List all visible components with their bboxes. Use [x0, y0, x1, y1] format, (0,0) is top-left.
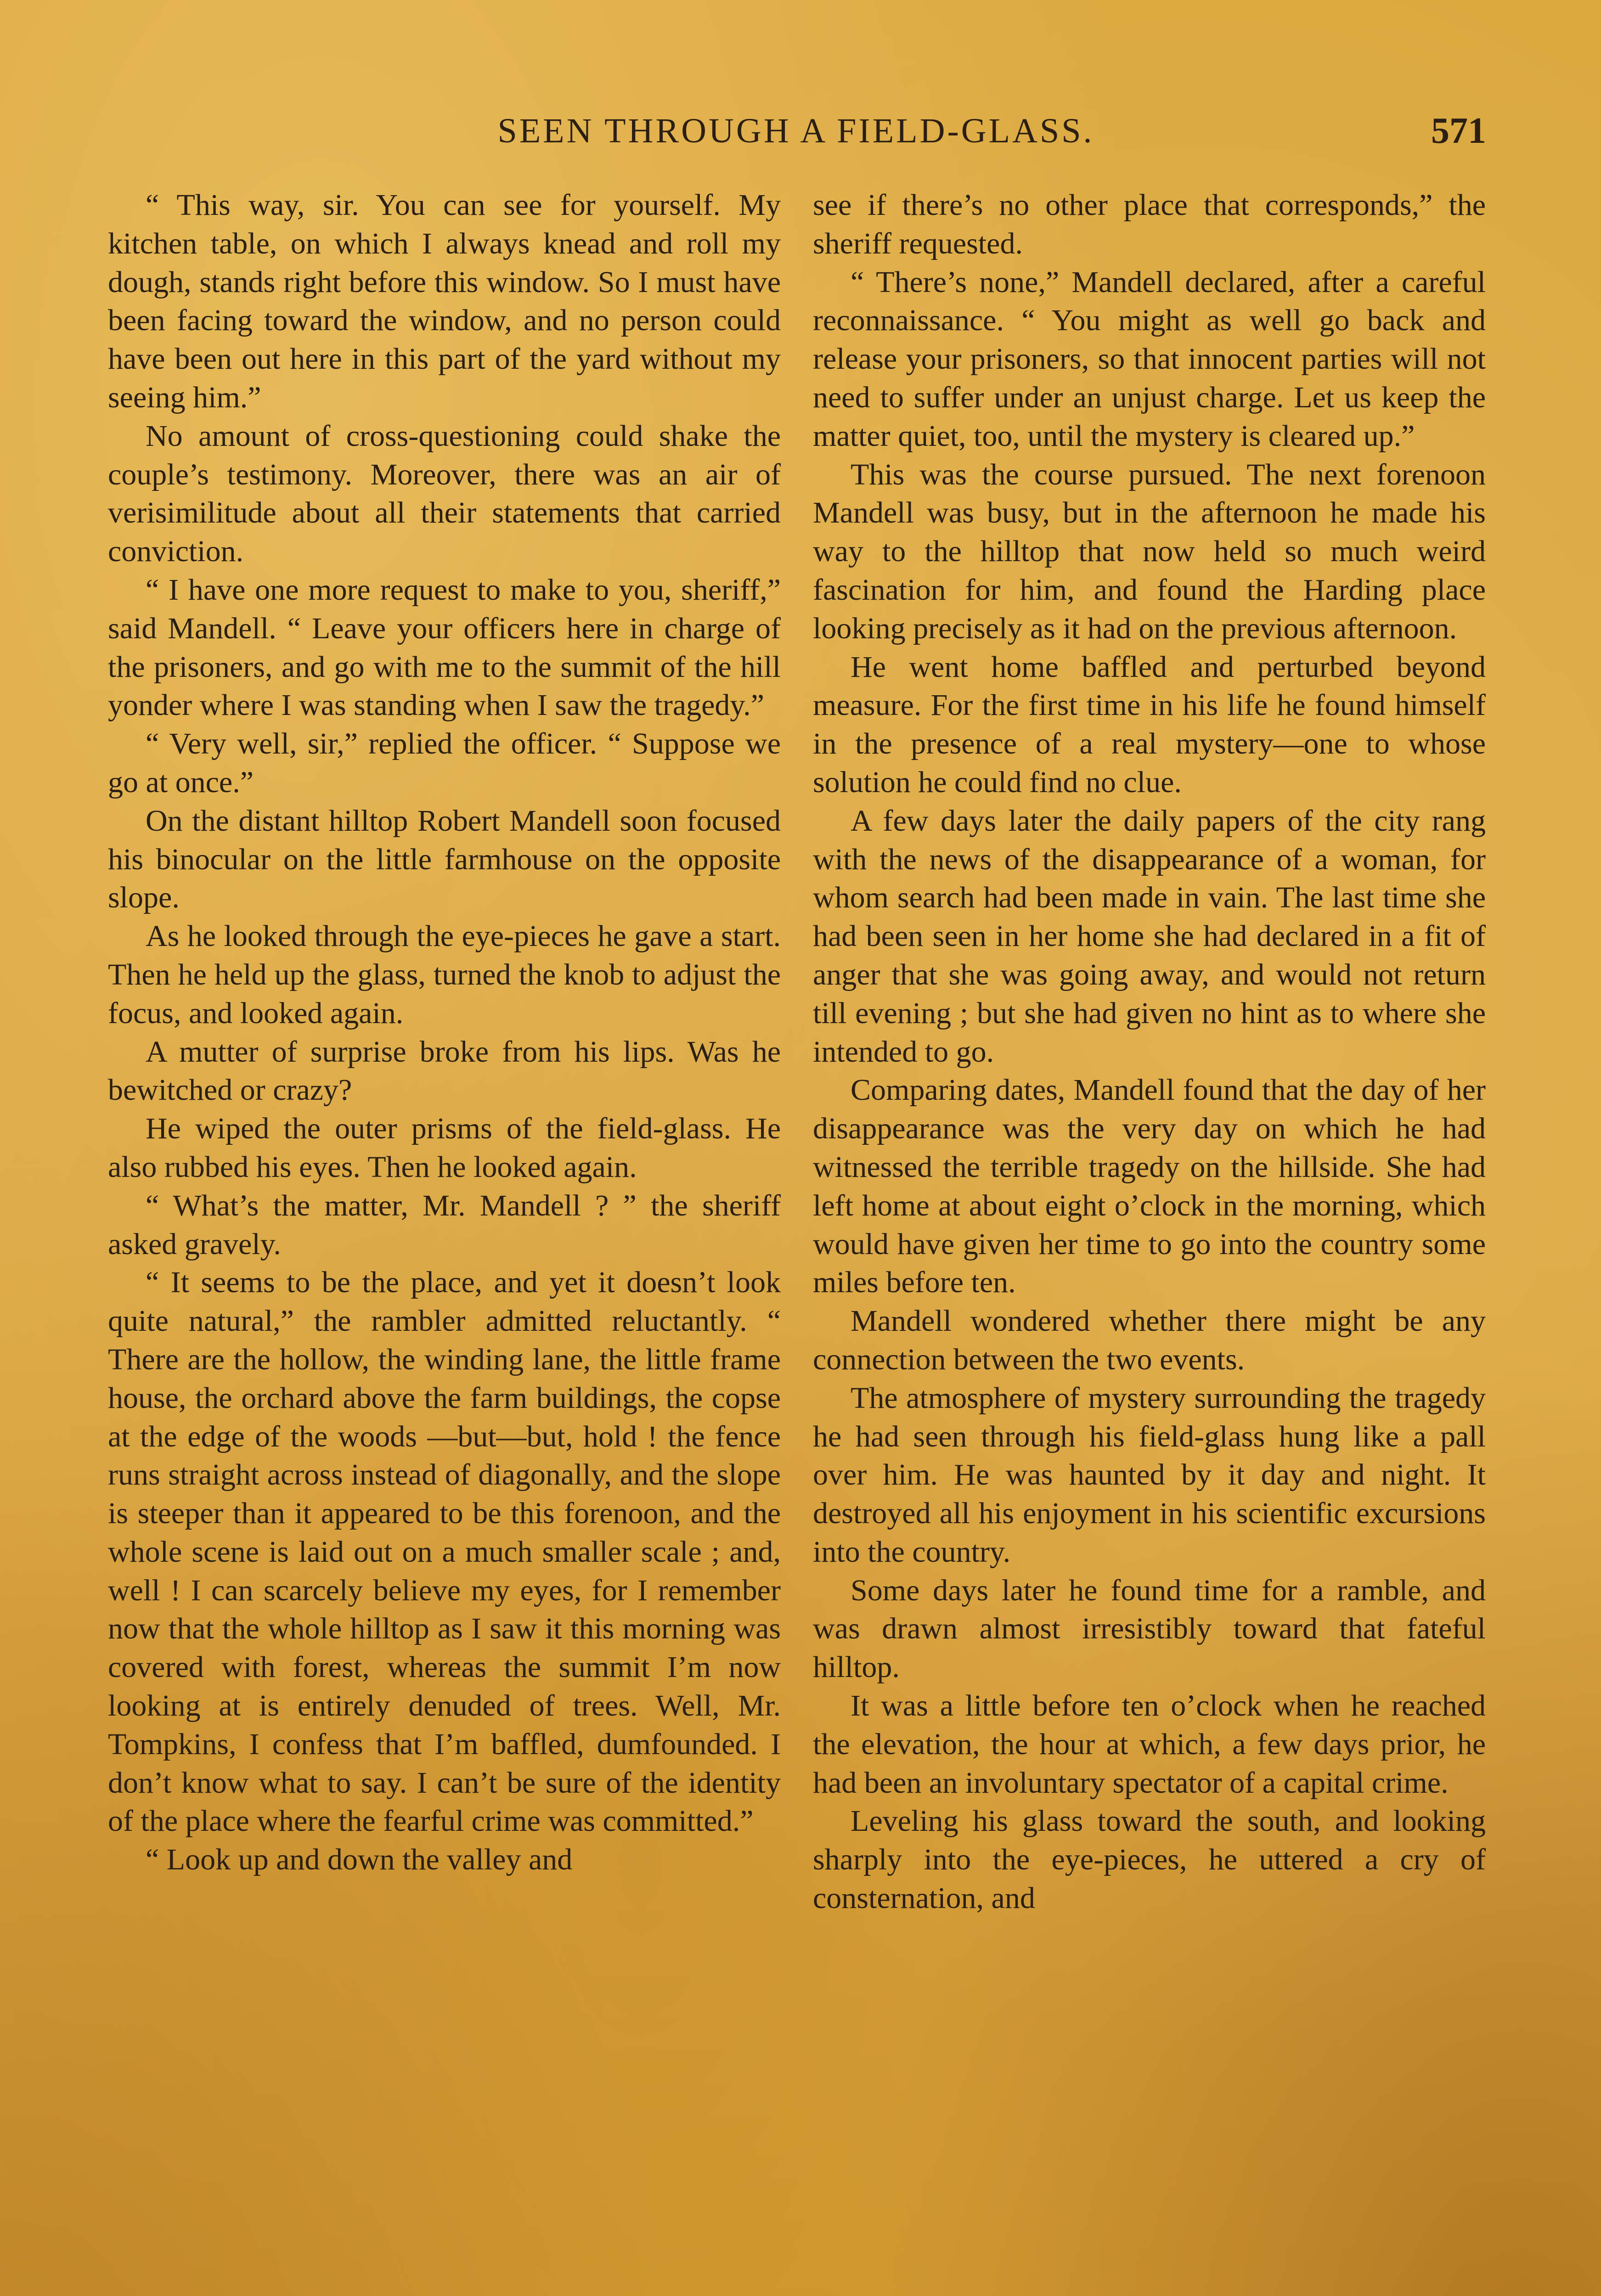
paragraph: He went home baffled and perturbed beyond measure. For the first time in his life he found himself in the presence of a real mystery—one to whose solution he could find no clue.: [813, 650, 1486, 799]
paragraph: Leveling his glass toward the south, and looking sharply into the eye-pieces, he uttered a cry of consternation, and: [813, 1804, 1486, 1915]
paragraph: A few days later the daily papers of the city rang with the news of the disappearance of a woman, for whom search had been made in vain. The last time she had been seen in her home she had declared in a fit of anger that she was going away, and would not return till evening ; but she had given no hint as to where she intended to go.: [813, 804, 1486, 1069]
paragraph: Comparing dates, Mandell found that the day of her disappearance was the very day on which he had witnessed the terrible tragedy on the hillside. She had left home at about eight o’clock in the morning, which would have given her time to go into the country some miles before ten.: [813, 1073, 1486, 1300]
paragraph: He wiped the outer prisms of the field-glass. He also rubbed his eyes. Then he looked again.: [108, 1112, 781, 1184]
paragraph: “ I have one more request to make to you, sheriff,” said Mandell. “ Leave your officers here in charge of the prisoners, and go with me to the summit of the hill yonder where I was standing when I saw the tragedy.”: [108, 573, 781, 722]
paragraph: Mandell wondered whether there might be any connection between the two events.: [813, 1304, 1486, 1376]
running-title: SEEN THROUGH A FIELD-GLASS.: [497, 112, 1094, 150]
left-text-column: [108, 186, 781, 1879]
paragraph: “ Very well, sir,” replied the officer. “ Suppose we go at once.”: [108, 727, 781, 799]
paragraph: A mutter of surprise broke from his lips. Was he bewitched or crazy?: [108, 1035, 781, 1107]
paragraph: The atmosphere of mystery surrounding the tragedy he had seen through his field-glass hung like a pall over him. He was haunted by it day and night. It destroyed all his enjoyment in his scientific excursions into the country.: [813, 1381, 1486, 1569]
paragraph: No amount of cross-questioning could shake the couple’s testimony. Moreover, there was an air of verisimilitude about all their statements that carried conviction.: [108, 419, 781, 568]
paragraph: “ Look up and down the valley and: [146, 1843, 573, 1877]
paragraph: “ This way, sir. You can see for yourself. My kitchen table, on which I always knead and roll my dough, stands right before this window. So I must have been facing toward the window, and no person could have been out here in this part of the yard without my seeing him.”: [108, 188, 781, 414]
paragraph: It was a little before ten o’clock when he reached the elevation, the hour at which, a few days prior, he had been an involuntary spectator of a capital crime.: [813, 1689, 1486, 1800]
paragraph: “ What’s the matter, Mr. Mandell ? ” the sheriff asked gravely.: [108, 1188, 781, 1261]
page-number: 571: [1431, 111, 1486, 151]
page-header: [106, 106, 1486, 156]
paragraph: “ It seems to be the place, and yet it doesn’t look quite natural,” the rambler admitted reluctantly. “ There are the hollow, the winding lane, the little frame house, the orchard above the farm buildings, the copse at the edge of the woods —but—but, hold ! the fence runs straight across instead of diagonally, and the slope is steeper than it appeared to be this forenoon, and the whole scene is laid out on a much smaller scale ; and, well ! I can scarcely believe my eyes, for I remember now that the whole hilltop as I saw it this morning was covered with forest, whereas the summit I’m now looking at is entirely denuded of trees. Well, Mr. Tompkins, I confess that I’m baffled, dumfounded. I don’t know what to say. I can’t be sure of the identity of the place where the fearful crime was committed.”: [108, 1266, 781, 1838]
right-text-column: [813, 186, 1486, 1918]
continued-paragraph: see if there’s no other place that corresponds,” the sheriff requested.: [813, 188, 1486, 260]
paragraph: Some days later he found time for a ramble, and was drawn almost irresistibly toward that fateful hilltop.: [813, 1573, 1486, 1684]
paragraph: On the distant hilltop Robert Mandell soon focused his binocular on the little farmhouse on the opposite slope.: [108, 804, 781, 915]
paragraph: This was the course pursued. The next forenoon Mandell was busy, but in the afternoon he made his way to the hilltop that now held so much weird fascination for him, and found the Harding place looking precisely as it had on the previous afternoon.: [813, 457, 1486, 645]
paragraph: As he looked through the eye-pieces he gave a start. Then he held up the glass, turned the knob to adjust the focus, and looked again.: [108, 919, 781, 1030]
paragraph: “ There’s none,” Mandell declared, after a careful reconnaissance. “ You might as well go back and release your prisoners, so that innocent parties will not need to suffer under an unjust charge. Let us keep the matter quiet, too, until the mystery is cleared up.”: [813, 265, 1486, 453]
